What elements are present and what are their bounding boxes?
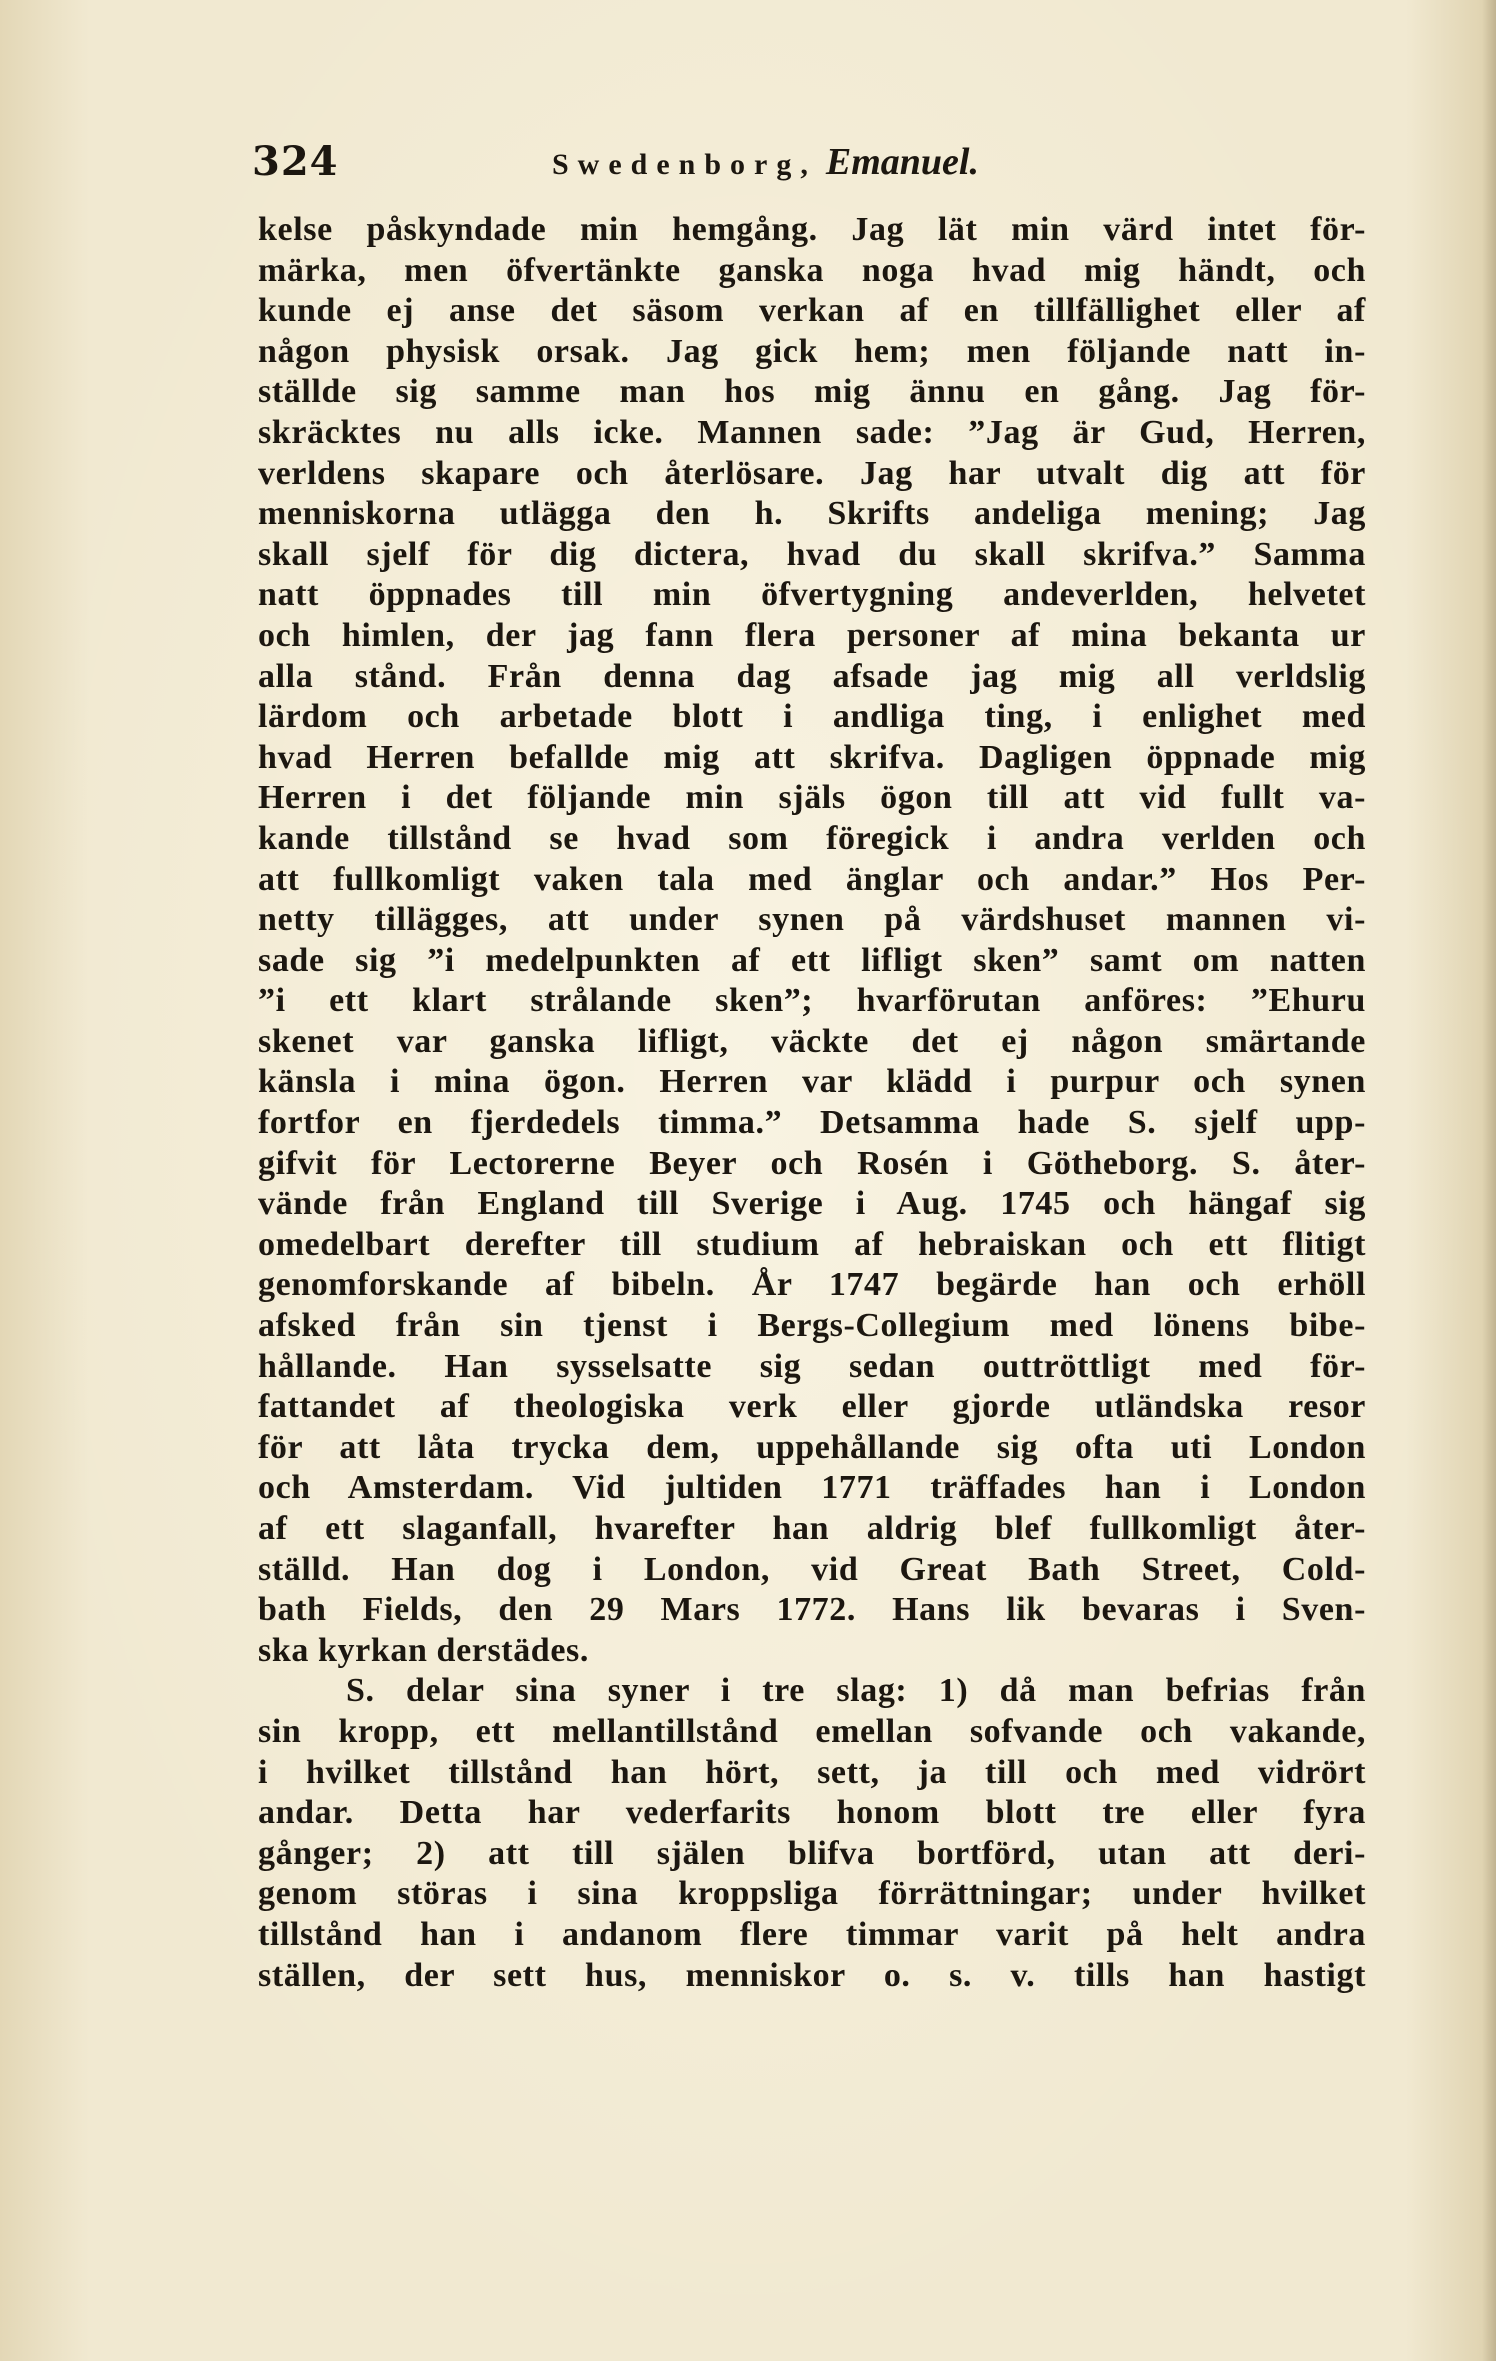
text-line: Herren i det följande min själs ögon till att vid fullt va- — [258, 779, 1366, 817]
running-head — [252, 130, 1362, 200]
text-line: omedelbart derefter till studium af hebraiskan och ett flitigt — [258, 1225, 1366, 1263]
text-line: bath Fields, den 29 Mars 1772. Hans lik bevaras i Sven- — [258, 1591, 1366, 1629]
text-line: hvad Herren befallde mig att skrifva. Dagligen öppnade mig — [258, 738, 1366, 776]
text-line: gånger; 2) att till själen blifva bortförd, utan att deri- — [258, 1834, 1366, 1872]
text-line: natt öppnades till min öfvertygning andeverlden, helvetet — [258, 576, 1366, 614]
text-line: fattandet af theologiska verk eller gjorde utländska resor — [258, 1388, 1366, 1426]
text-line: verldens skapare och återlösare. Jag har utvalt dig att för — [258, 454, 1366, 492]
text-line: tillstånd han i andanom flere timmar varit på helt andra — [258, 1915, 1366, 1953]
text-line: menniskorna utlägga den h. Skrifts andeliga mening; Jag — [258, 495, 1366, 533]
text-line: af ett slaganfall, hvarefter han aldrig blef fullkomligt åter- — [258, 1510, 1366, 1547]
text-line: skall sjelf för dig dictera, hvad du skall skrifva.” Samma — [258, 535, 1366, 573]
text-line: sade sig ”i medelpunkten af ett lifligt sken” samt om natten — [258, 941, 1366, 979]
text-line: netty tillägges, att under synen på värdshuset mannen vi- — [258, 901, 1366, 939]
page-edge-shadow — [1482, 0, 1496, 2361]
body-text — [258, 210, 1366, 1996]
text-line: och himlen, der jag fann flera personer af mina bekanta ur — [258, 616, 1366, 654]
paragraph-start-line: S. delar sina syner i tre slag: 1) då man befrias från — [346, 1672, 1366, 1710]
text-line: andar. Detta har vederfarits honom blott tre eller fyra — [258, 1794, 1366, 1832]
text-line: skräcktes nu alls icke. Mannen sade: ”Jag är Gud, Herren, — [258, 413, 1366, 451]
text-line: vände från England till Sverige i Aug. 1745 och hängaf sig — [258, 1185, 1366, 1223]
text-line: för att låta trycka dem, uppehållande sig ofta uti London — [258, 1428, 1366, 1466]
text-line: sin kropp, ett mellantillstånd emellan sofvande och vakande, — [258, 1712, 1366, 1750]
text-line: ställd. Han dog i London, vid Great Bath Street, Cold- — [258, 1550, 1366, 1588]
text-line: märka, men öfvertänkte ganska noga hvad mig händt, och — [258, 251, 1366, 289]
text-line: ställde sig samme man hos mig ännu en gång. Jag för- — [258, 373, 1366, 411]
running-head-given-name: Emanuel. — [825, 141, 979, 183]
text-line: skenet var ganska lifligt, väckte det ej någon smärtande — [258, 1022, 1366, 1060]
text-line: någon physisk orsak. Jag gick hem; men följande natt in- — [258, 332, 1366, 370]
running-head-title — [552, 140, 979, 184]
text-line: ”i ett klart strålande sken”; hvarförutan anföres: ”Ehuru — [258, 982, 1366, 1020]
paragraph-end-line: ska kyrkan derstädes. — [258, 1631, 589, 1669]
text-line: känsla i mina ögon. Herren var klädd i purpur och synen — [258, 1063, 1366, 1101]
running-head-surname: Swedenborg, — [552, 148, 817, 181]
text-line: och Amsterdam. Vid jultiden 1771 träffades han i London — [258, 1469, 1366, 1507]
text-line: i hvilket tillstånd han hört, sett, ja till och med vidrört — [258, 1753, 1366, 1791]
text-line: gifvit för Lectorerne Beyer och Rosén i Götheborg. S. åter- — [258, 1144, 1366, 1182]
text-line: ställen, der sett hus, menniskor o. s. v. tills han hastigt — [258, 1956, 1366, 1994]
text-line: att fullkomligt vaken tala med änglar och andar.” Hos Per- — [258, 860, 1366, 898]
text-line: lärdom och arbetade blott i andliga ting, i enlighet med — [258, 698, 1366, 736]
text-line: kande tillstånd se hvad som föregick i andra verlden och — [258, 819, 1366, 857]
text-line: hållande. Han sysselsatte sig sedan outtröttligt med för- — [258, 1347, 1366, 1385]
text-line: fortfor en fjerdedels timma.” Detsamma hade S. sjelf upp- — [258, 1104, 1366, 1142]
text-line: alla stånd. Från denna dag afsade jag mig all verldslig — [258, 657, 1366, 695]
text-line: kelse påskyndade min hemgång. Jag lät min värd intet för- — [258, 211, 1366, 248]
text-line: genomforskande af bibeln. År 1747 begärde han och erhöll — [258, 1266, 1366, 1304]
text-line: afsked från sin tjenst i Bergs-Collegium med lönens bibe- — [258, 1307, 1366, 1345]
text-line: genom störas i sina kroppsliga förrättningar; under hvilket — [258, 1875, 1366, 1913]
page-number: 324 — [252, 138, 339, 185]
text-line: kunde ej anse det säsom verkan af en tillfällighet eller af — [258, 292, 1366, 330]
